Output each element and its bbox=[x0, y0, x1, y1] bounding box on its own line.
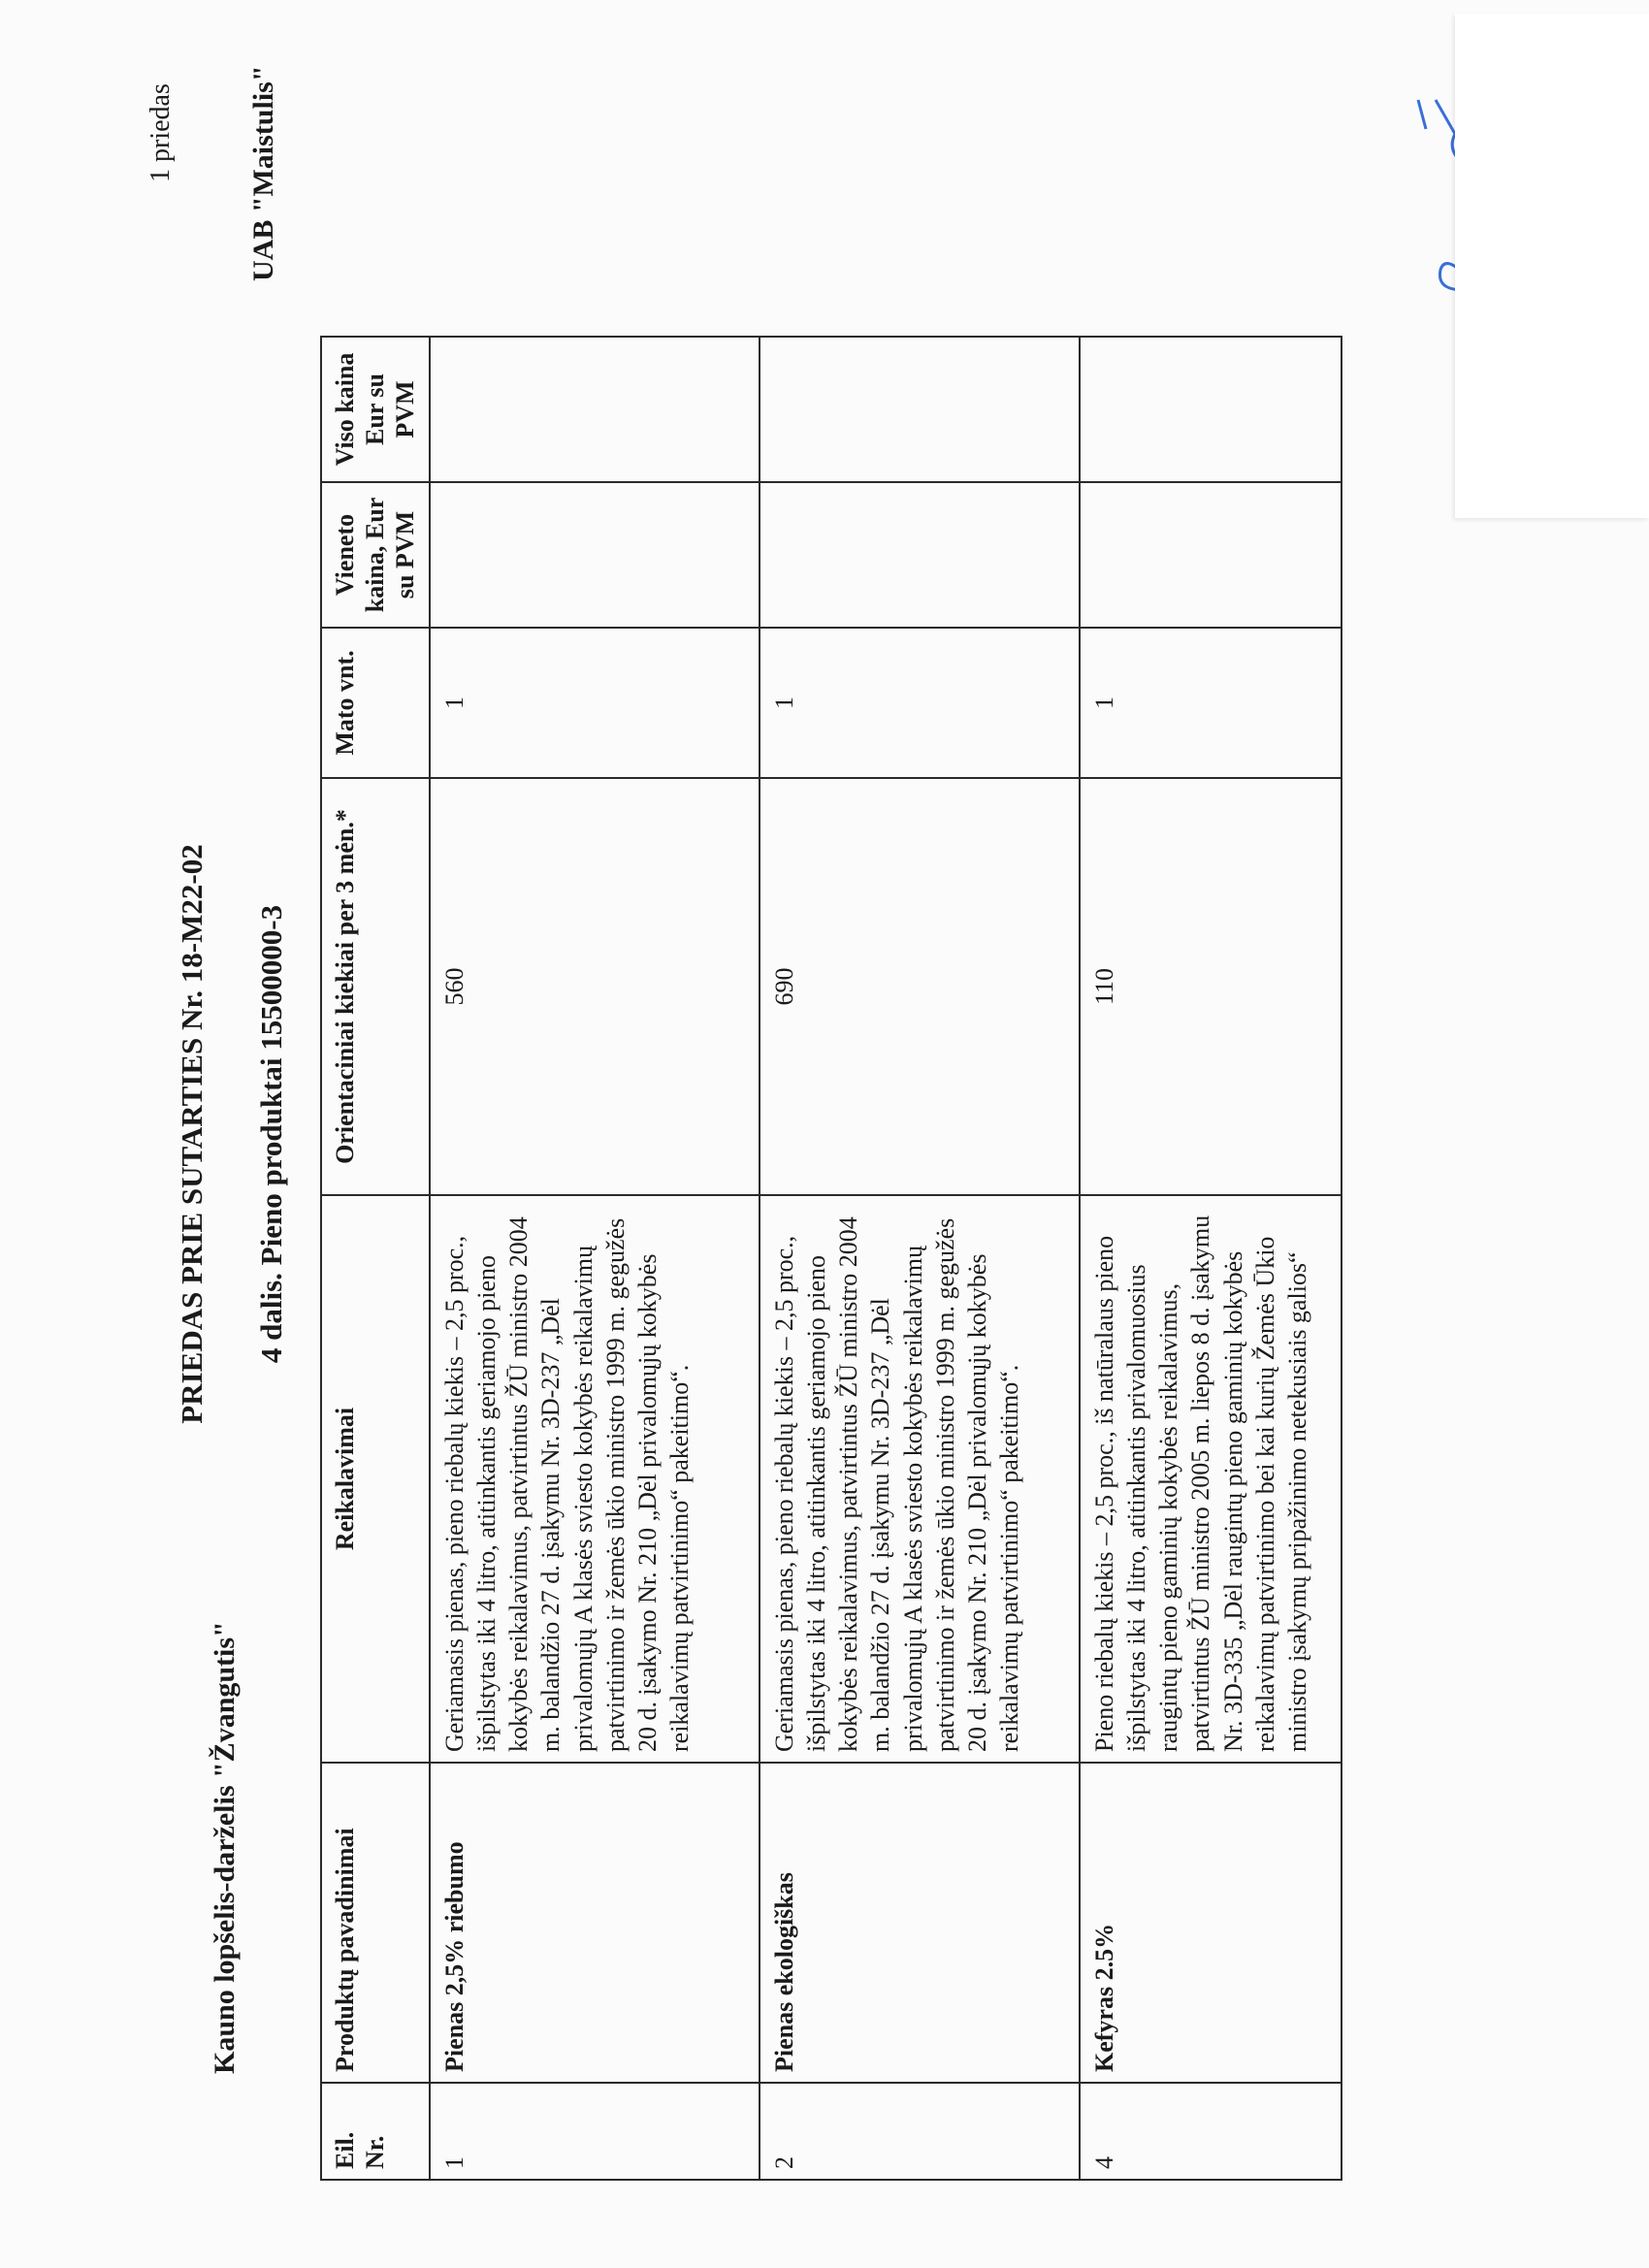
col-header-name: Produktų pavadinimai bbox=[321, 1763, 430, 2083]
document-subtitle: 4 dalis. Pieno produktai 15500000-3 bbox=[254, 904, 288, 1364]
overlay-paper bbox=[1455, 14, 1649, 518]
col-header-quantity: Orientaciniai kiekiai per 3 mėn.* bbox=[321, 778, 430, 1195]
row-product-name: Pienas 2,5% riebumo bbox=[430, 1763, 760, 2083]
row-nr: 4 bbox=[1080, 2083, 1342, 2180]
table-row bbox=[1080, 337, 1342, 2180]
table-row bbox=[430, 337, 760, 2180]
row-nr: 1 bbox=[430, 2083, 760, 2180]
products-table bbox=[320, 336, 1342, 2181]
row-unit: 1 bbox=[430, 628, 760, 778]
document-title: PRIEDAS PRIE SUTARTIES Nr. 18-M22-02 bbox=[175, 844, 209, 1424]
row-quantity: 110 bbox=[1080, 778, 1342, 1195]
row-total-price bbox=[1080, 337, 1342, 482]
row-unit-price bbox=[1080, 482, 1342, 628]
table-header-row bbox=[321, 337, 430, 2180]
row-unit: 1 bbox=[1080, 628, 1342, 778]
row-product-name: Kefyras 2.5% bbox=[1080, 1763, 1342, 2083]
annex-number: 1 priedas bbox=[146, 83, 176, 182]
row-total-price bbox=[760, 337, 1080, 482]
col-header-unit-price: Vieneto kaina, Eur su PVM bbox=[321, 482, 430, 628]
row-nr: 2 bbox=[760, 2083, 1080, 2180]
row-unit-price bbox=[430, 482, 760, 628]
row-product-name: Pienas ekologiškas bbox=[760, 1763, 1080, 2083]
row-quantity: 560 bbox=[430, 778, 760, 1195]
row-requirements: Pieno riebalų kiekis – 2,5 proc., iš natūralaus pieno išpilstytas iki 4 litro, atitinkantis privalomuosius raugintų pieno gaminių kokybės reikalavimus, patvirtintus ŽŪ ministro 2005 m. liepos 8 d. įsakymu Nr. 3D-335 „Dėl raugintų pieno gaminių kokybės reikalavimų patvirtinimo bei kai kurių Žemės Ūkio ministro įsakymų pripažinimo netekusiais galios“ bbox=[1080, 1195, 1342, 1763]
organization-left: Kauno lopšelis-darželis "Žvangutis" bbox=[209, 1621, 241, 2074]
row-quantity: 690 bbox=[760, 778, 1080, 1195]
row-unit-price bbox=[760, 482, 1080, 628]
col-header-nr: Eil. Nr. bbox=[321, 2083, 430, 2180]
organization-right: UAB "Maistulis" bbox=[247, 65, 279, 281]
row-total-price bbox=[430, 337, 760, 482]
row-unit: 1 bbox=[760, 628, 1080, 778]
col-header-unit: Mato vnt. bbox=[321, 628, 430, 778]
row-requirements: Geriamasis pienas, pieno riebalų kiekis – 2,5 proc., išpilstytas iki 4 litro, atitinkantis geriamojo pieno kokybės reikalavimus, patvirtintus ŽŪ ministro 2004 m. balandžio 27 d. įsakymu Nr. 3D-237 „Dėl privalomųjų A klasės sviesto kokybės reikalavimų patvirtinimo ir žemės ūkio ministro 1999 m. gegužės 20 d. įsakymo Nr. 210 „Dėl privalomųjų kokybės reikalavimų patvirtinimo“ pakeitimo“. bbox=[760, 1195, 1080, 1763]
col-header-total-price: Viso kaina Eur su PVM bbox=[321, 337, 430, 482]
table-row bbox=[760, 337, 1080, 2180]
col-header-requirements: Reikalavimai bbox=[321, 1195, 430, 1763]
row-requirements: Geriamasis pienas, pieno riebalų kiekis – 2,5 proc., išpilstytas iki 4 litro, atitinkantis geriamojo pieno kokybės reikalavimus, patvirtintus ŽŪ ministro 2004 m. balandžio 27 d. įsakymu Nr. 3D-237 „Dėl privalomųjų A klasės sviesto kokybės reikalavimų patvirtinimo ir žemės ūkio ministro 1999 m. gegužės 20 d. įsakymo Nr. 210 „Dėl privalomųjų kokybės reikalavimų patvirtinimo“ pakeitimo“. bbox=[430, 1195, 760, 1763]
